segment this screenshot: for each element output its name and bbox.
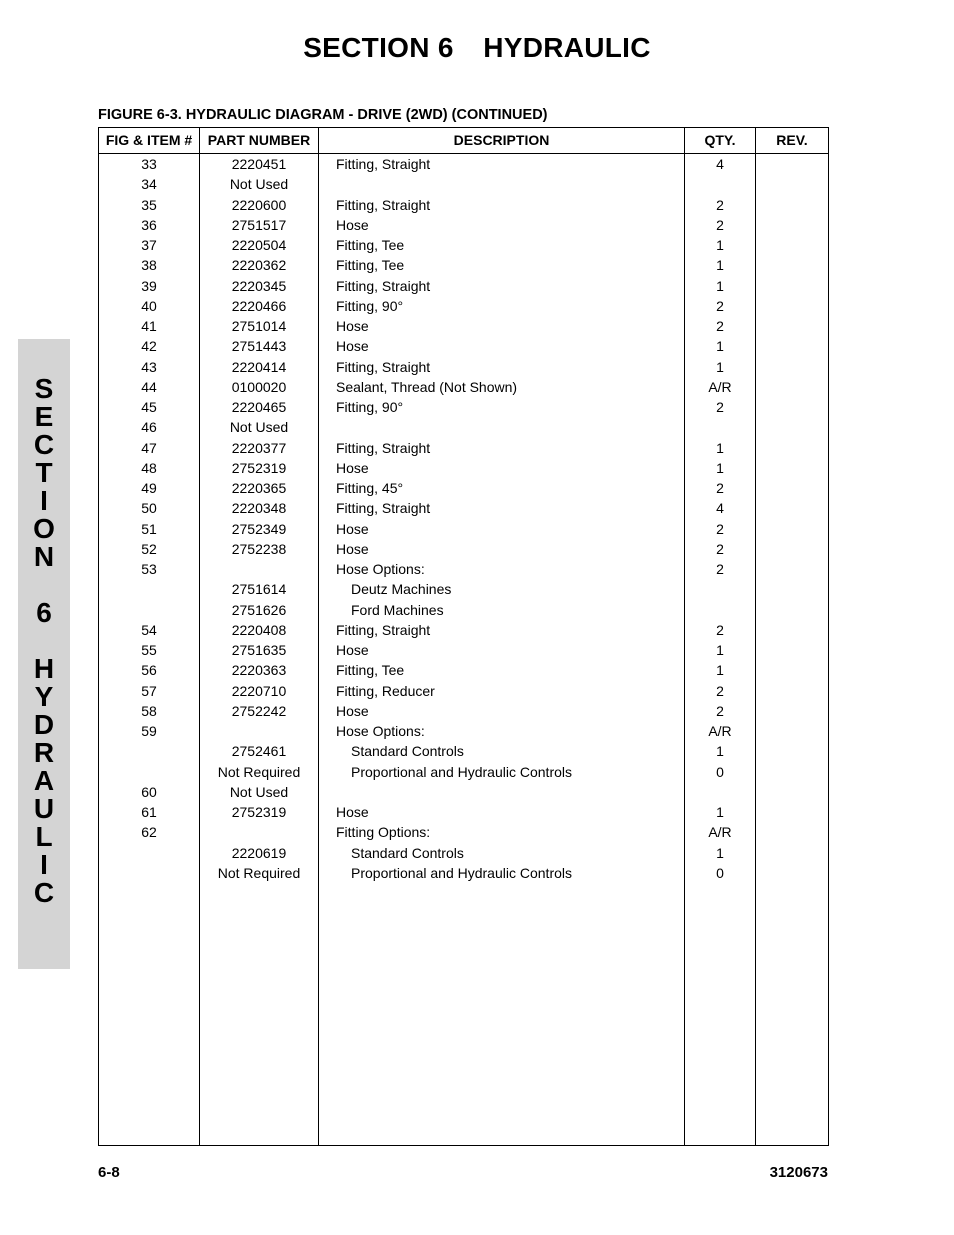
table-row <box>99 417 828 437</box>
qty-cell: 2 <box>716 480 724 496</box>
description-cell: Fitting, 45° <box>336 480 404 496</box>
table-row <box>99 357 828 377</box>
qty-cell: 2 <box>716 702 724 719</box>
table-row <box>99 235 828 255</box>
table-row <box>99 640 828 660</box>
part-number-cell: 2220451 <box>231 156 287 172</box>
qty-cell: 1 <box>716 743 724 760</box>
part-number-cell: Not Used <box>229 176 289 193</box>
item-number-cell: 59 <box>141 723 157 739</box>
table-row <box>99 822 828 842</box>
item-number-cell: 36 <box>141 216 157 233</box>
item-number-cell: 40 <box>141 297 157 314</box>
description-cell: Fitting Options: <box>336 824 431 841</box>
item-number-cell: 51 <box>141 520 157 537</box>
table-row <box>99 438 828 458</box>
part-number-cell: 2220408 <box>231 621 287 638</box>
part-number-cell: 2220504 <box>231 237 287 253</box>
description-cell: Fitting, Straight <box>336 277 431 294</box>
description-cell: Fitting, Straight <box>336 358 431 375</box>
table-row <box>99 458 828 478</box>
description-cell: Deutz Machines <box>351 581 452 598</box>
item-number-cell: 45 <box>141 399 157 415</box>
side-tab-letter: 6 <box>36 597 52 628</box>
table-row <box>99 276 828 296</box>
qty-cell: 1 <box>716 642 724 658</box>
description-cell: Fitting, Straight <box>336 156 431 172</box>
description-cell: Hose <box>336 459 369 476</box>
item-number-cell: 42 <box>141 338 157 355</box>
description-cell: Fitting, Straight <box>336 621 431 638</box>
table-row <box>99 336 828 356</box>
item-number-cell: 57 <box>141 682 157 699</box>
part-number-cell: 2220377 <box>231 439 287 456</box>
part-number-cell: 0100020 <box>231 378 287 395</box>
part-number-cell: Not Used <box>229 419 289 436</box>
part-number-cell: Not Required <box>217 763 301 780</box>
qty-cell: 1 <box>716 338 724 355</box>
table-row <box>99 681 828 701</box>
qty-cell: 1 <box>716 439 724 456</box>
table-row <box>99 296 828 316</box>
table-row <box>99 559 828 579</box>
side-tab-letter: U <box>33 793 55 824</box>
qty-cell: 2 <box>716 561 724 577</box>
table-row <box>99 741 828 761</box>
column-header-qty: QTY. <box>704 132 736 148</box>
qty-cell: A/R <box>708 723 732 739</box>
description-cell: Hose <box>336 520 369 537</box>
part-number-cell: 2220710 <box>231 682 287 699</box>
parts-table <box>98 127 829 1146</box>
description-cell: Fitting, Straight <box>336 439 431 456</box>
part-number-cell: 2220414 <box>231 358 287 375</box>
table-row <box>99 397 828 417</box>
table-row <box>99 498 828 518</box>
table-row <box>99 701 828 721</box>
side-tab-letter: A <box>33 765 55 796</box>
item-number-cell: 48 <box>141 459 157 476</box>
page-number: 6-8 <box>98 1164 120 1181</box>
description-cell: Hose <box>336 804 369 820</box>
side-tab-letter: S <box>34 373 54 404</box>
item-number-cell: 41 <box>141 318 157 334</box>
part-number-cell: 2751635 <box>231 642 287 658</box>
qty-cell: 2 <box>716 520 724 537</box>
section-name: HYDRAULIC <box>483 32 651 63</box>
description-cell: Hose <box>336 702 369 719</box>
description-cell: Standard Controls <box>351 743 464 760</box>
table-row <box>99 579 828 599</box>
qty-cell: 4 <box>716 156 724 172</box>
description-cell: Fitting, Tee <box>336 662 405 679</box>
table-row <box>99 195 828 215</box>
table-row <box>99 478 828 498</box>
item-number-cell: 39 <box>141 277 157 294</box>
side-tab-letter: O <box>33 513 55 544</box>
table-row <box>99 782 828 802</box>
qty-cell: 2 <box>716 399 724 415</box>
item-number-cell: 58 <box>141 702 157 719</box>
part-number-cell: Not Used <box>229 783 289 800</box>
qty-cell: 1 <box>716 804 724 820</box>
description-cell: Hose Options: <box>336 561 425 577</box>
side-tab-letter: H <box>33 653 55 684</box>
part-number-cell: 2220365 <box>231 480 287 496</box>
description-cell: Hose <box>336 540 369 557</box>
part-number-cell: 2220362 <box>231 257 287 274</box>
document-number: 3120673 <box>769 1164 828 1181</box>
column-header-description: DESCRIPTION <box>453 132 550 148</box>
table-row <box>99 539 828 559</box>
page-header <box>0 32 954 64</box>
description-cell: Ford Machines <box>351 601 444 618</box>
part-number-cell: 2751626 <box>231 601 287 618</box>
part-number-cell: 2220363 <box>231 662 287 679</box>
table-row <box>99 154 828 174</box>
table-header-row <box>99 128 828 154</box>
part-number-cell: 2751014 <box>231 318 287 334</box>
table-row <box>99 843 828 863</box>
description-cell: Fitting, 90° <box>336 399 404 415</box>
item-number-cell: 53 <box>141 561 157 577</box>
table-row <box>99 660 828 680</box>
item-number-cell: 56 <box>141 662 157 679</box>
part-number-cell: 2752319 <box>231 804 287 820</box>
item-number-cell: 43 <box>141 358 157 375</box>
description-cell: Fitting, Tee <box>336 257 405 274</box>
part-number-cell: 2751443 <box>231 338 287 355</box>
description-cell: Hose Options: <box>336 723 425 739</box>
column-header-rev: REV. <box>776 132 808 148</box>
item-number-cell: 60 <box>141 783 157 800</box>
item-number-cell: 54 <box>141 621 157 638</box>
description-cell: Hose <box>336 338 369 355</box>
description-cell: Fitting, Tee <box>336 237 405 253</box>
qty-cell: 2 <box>716 297 724 314</box>
table-row <box>99 519 828 539</box>
qty-cell: 4 <box>716 500 724 517</box>
item-number-cell: 62 <box>141 824 157 841</box>
table-row <box>99 255 828 275</box>
side-tab-letter: D <box>33 709 55 740</box>
table-row <box>99 215 828 235</box>
description-cell: Hose <box>336 642 369 658</box>
table-row <box>99 174 828 194</box>
column-header-item: FIG & ITEM # <box>105 132 193 148</box>
side-tab-letter: C <box>33 877 55 908</box>
side-tab-letter: L <box>35 821 53 852</box>
part-number-cell: 2220345 <box>231 277 287 294</box>
qty-cell: 2 <box>716 621 724 638</box>
item-number-cell: 47 <box>141 439 157 456</box>
side-tab-letter: C <box>33 429 55 460</box>
part-number-cell: 2220466 <box>231 297 287 314</box>
item-number-cell: 52 <box>141 540 157 557</box>
item-number-cell: 46 <box>141 419 157 436</box>
section-number: SECTION 6 <box>303 32 454 63</box>
description-cell: Standard Controls <box>351 844 464 861</box>
qty-cell: 2 <box>716 540 724 557</box>
description-cell: Proportional and Hydraulic Controls <box>351 763 572 780</box>
qty-cell: 2 <box>716 318 724 334</box>
qty-cell: 0 <box>716 864 724 881</box>
qty-cell: A/R <box>708 824 732 841</box>
part-number-cell: Not Required <box>217 864 301 881</box>
qty-cell: 1 <box>716 277 724 294</box>
qty-cell: 1 <box>716 237 724 253</box>
qty-cell: 0 <box>716 763 724 780</box>
table-row <box>99 802 828 822</box>
part-number-cell: 2752319 <box>231 459 287 476</box>
item-number-cell: 61 <box>141 804 157 820</box>
table-row <box>99 620 828 640</box>
table-row <box>99 863 828 883</box>
part-number-cell: 2220619 <box>231 844 287 861</box>
section-side-tab <box>18 339 70 969</box>
description-cell: Hose <box>336 216 369 233</box>
side-tab-letter: Y <box>34 681 54 712</box>
side-tab-letter: R <box>33 737 55 768</box>
side-tab-letter: I <box>40 485 48 516</box>
side-tab-letter: T <box>35 457 53 488</box>
side-tab-letter: N <box>33 541 55 572</box>
part-number-cell: 2751614 <box>231 581 287 598</box>
part-number-cell: 2752349 <box>231 520 287 537</box>
qty-cell: 1 <box>716 459 724 476</box>
description-cell: Hose <box>336 318 369 334</box>
part-number-cell: 2752242 <box>231 702 287 719</box>
qty-cell: 2 <box>716 216 724 233</box>
qty-cell: 1 <box>716 844 724 861</box>
qty-cell: 1 <box>716 257 724 274</box>
part-number-cell: 2220600 <box>231 196 287 213</box>
part-number-cell: 2220465 <box>231 399 287 415</box>
table-row <box>99 762 828 782</box>
qty-cell: 1 <box>716 358 724 375</box>
table-body <box>99 154 828 883</box>
description-cell: Fitting, Straight <box>336 196 431 213</box>
table-row <box>99 377 828 397</box>
item-number-cell: 50 <box>141 500 157 517</box>
item-number-cell: 49 <box>141 480 157 496</box>
side-tab-letters <box>18 375 70 907</box>
qty-cell: 1 <box>716 662 724 679</box>
table-row <box>99 600 828 620</box>
description-cell: Proportional and Hydraulic Controls <box>351 864 572 881</box>
part-number-cell: 2752461 <box>231 743 287 760</box>
item-number-cell: 33 <box>141 156 157 172</box>
figure-title: FIGURE 6-3. HYDRAULIC DIAGRAM - DRIVE (2WD) (CONTINUED) <box>98 107 548 123</box>
item-number-cell: 37 <box>141 237 157 253</box>
description-cell: Fitting, Reducer <box>336 682 435 699</box>
side-tab-letter: E <box>34 401 54 432</box>
item-number-cell: 55 <box>141 642 157 658</box>
side-tab-letter: I <box>40 849 48 880</box>
description-cell: Fitting, 90° <box>336 297 404 314</box>
part-number-cell: 2752238 <box>231 540 287 557</box>
table-row <box>99 721 828 741</box>
table-row <box>99 316 828 336</box>
column-header-part-number: PART NUMBER <box>207 132 311 148</box>
description-cell: Sealant, Thread (Not Shown) <box>336 378 518 395</box>
part-number-cell: 2751517 <box>231 216 287 233</box>
description-cell: Fitting, Straight <box>336 500 431 517</box>
item-number-cell: 44 <box>141 378 157 395</box>
qty-cell: 2 <box>716 682 724 699</box>
qty-cell: A/R <box>708 378 732 395</box>
item-number-cell: 34 <box>141 176 157 193</box>
item-number-cell: 35 <box>141 196 157 213</box>
qty-cell: 2 <box>716 196 724 213</box>
part-number-cell: 2220348 <box>231 500 287 517</box>
item-number-cell: 38 <box>141 257 157 274</box>
